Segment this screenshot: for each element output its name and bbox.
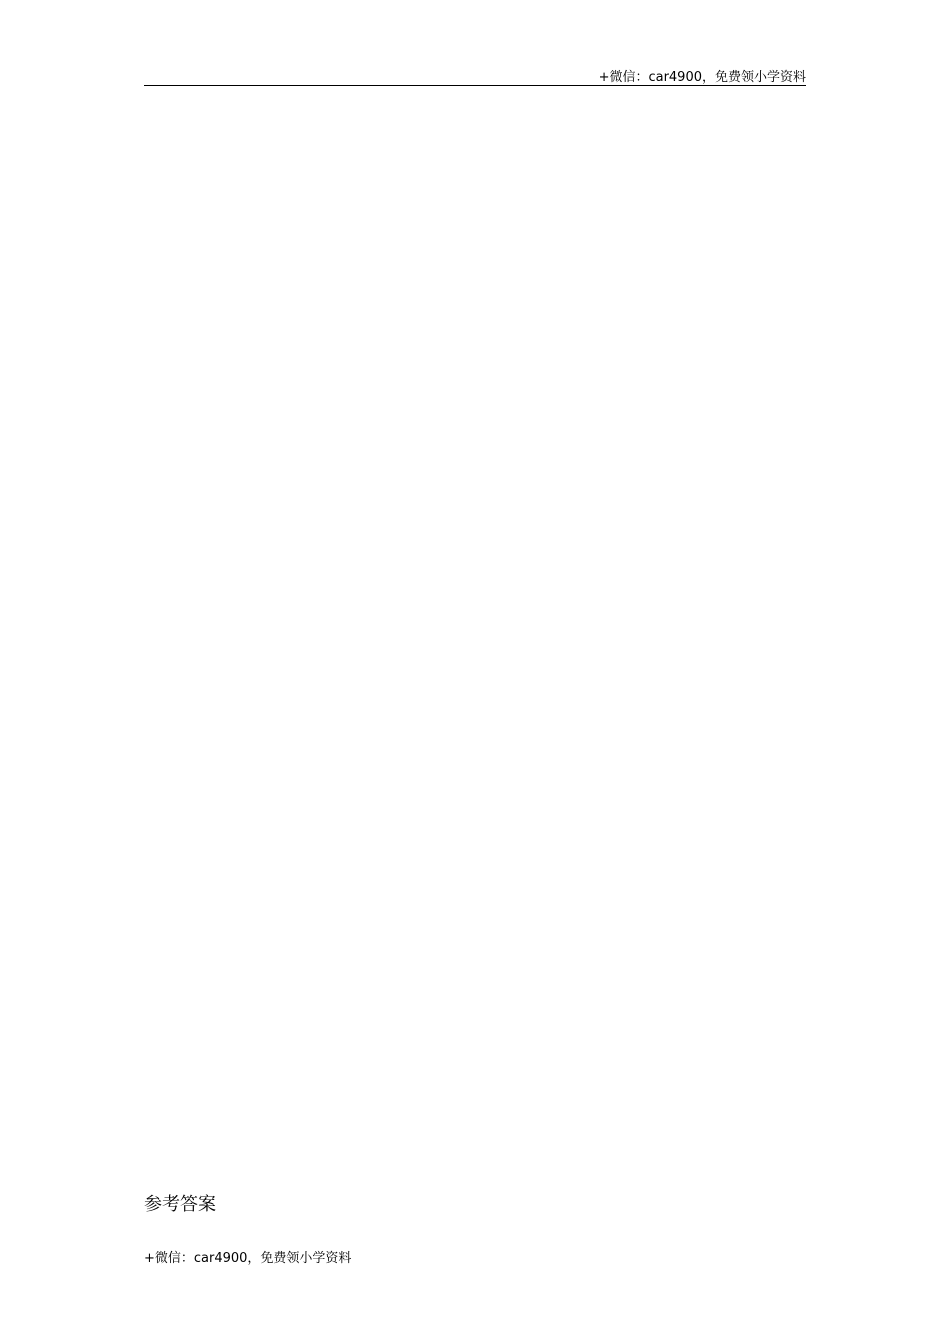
answers-title: 参考答案 [144, 1194, 216, 1215]
footer-watermark: +微信：car4900，免费领小学资料 [144, 1251, 352, 1266]
header-watermark: +微信：car4900，免费领小学资料 [598, 70, 806, 85]
header-divider [144, 85, 806, 86]
